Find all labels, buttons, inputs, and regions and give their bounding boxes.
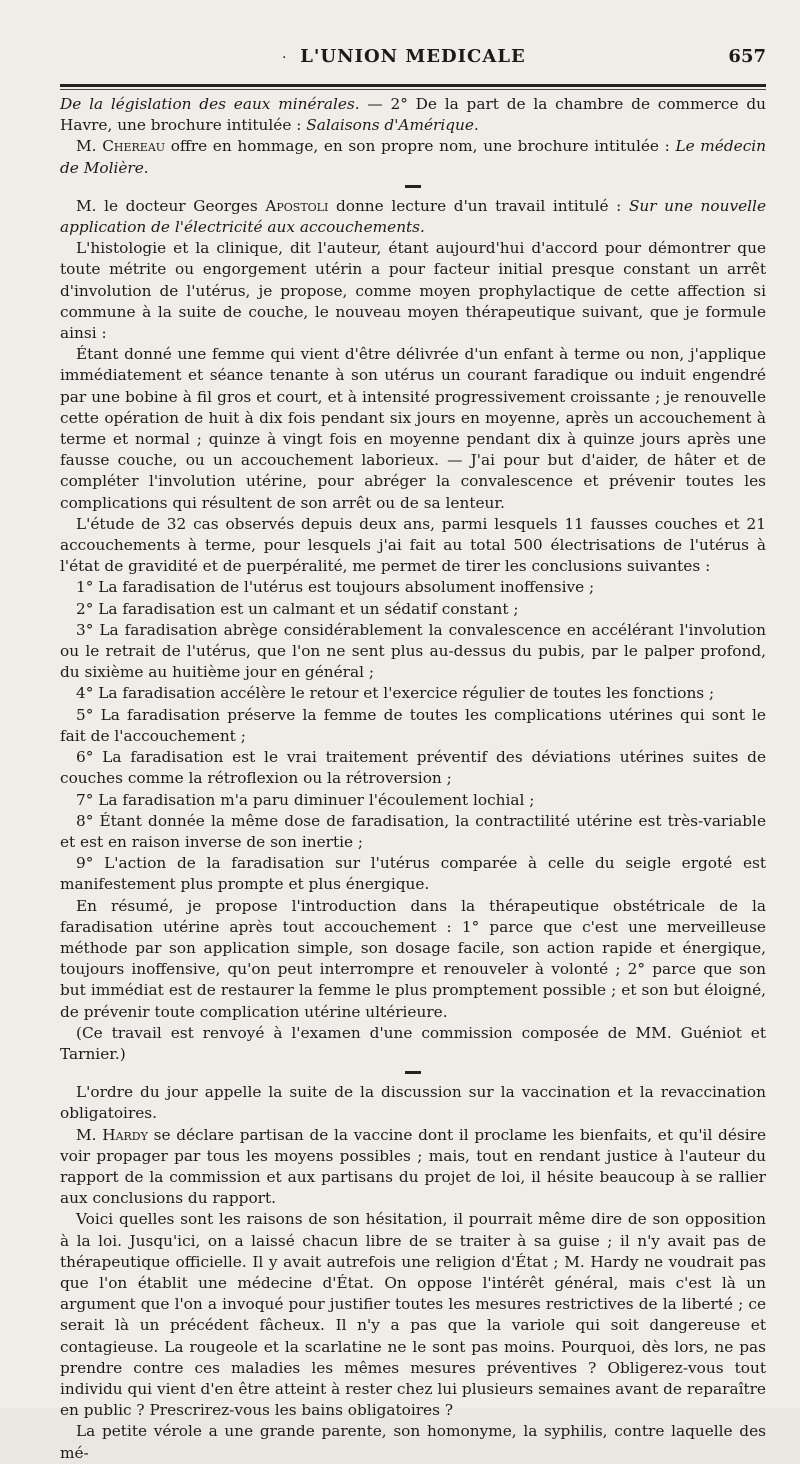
paragraph [60, 1209, 766, 1421]
text-run: 8° Étant donnée la même dose de faradisation, la contractilité utérine est très-variable et est en raison inverse de son inertie ; [60, 811, 766, 851]
paragraph [60, 196, 766, 238]
name-run: Chereau [102, 137, 166, 156]
italic-run: Le médecin de Molière. [60, 137, 767, 177]
conclusion-item [60, 853, 766, 895]
text-run: M. le docteur Georges [76, 196, 266, 215]
text-run: L'histologie et la clinique, dit l'auteur, étant aujourd'hui d'accord pour démontrer que toute métrite ou engorgement utérin a pour facteur initial presque constant un arrêt d'involution de l'utérus, je propose, comme moyen prophylactique de cette affection si commune à la suite de couche, le nouveau moyen thérapeutique suivant, que je formule ainsi : [60, 239, 766, 343]
text-run: Étant donné une femme qui vient d'être délivrée d'un enfant à terme ou non, j'applique immédiatement et séance tenante à son utérus un courant faradique ou induit engendré par une bobine à fil gros et court, et à intensité progressivement croissante ; je renouvelle cette opération de huit à dix fois pendant six jours en moyenne, après un accouchement à terme et normal ; quinze à vingt fois en moyenne pendant dix à quinze jours après une fausse couche, ou un accouchement laborieux. — J'ai pour but d'aider, de hâter et de compléter l'involution utérine, pour abréger la convalescence et prévenir toutes les complications qui résultent de son arrêt ou de sa lenteur. [60, 345, 766, 512]
header-rule [60, 84, 766, 87]
running-head [60, 42, 766, 76]
paragraph [60, 1023, 766, 1065]
text-run: se déclare partisan de la vaccine dont il proclame les bienfaits, et qu'il désire voir propager par tous les moyens possibles ; mais, tout en rendant justice à l'auteur du rapport de la commission et aux partisans du projet de loi, il hésite beaucoup à se rallier aux conclusions du rapport. [60, 1125, 767, 1208]
paragraph [60, 1082, 766, 1124]
text-run: offre en hommage, en son propre nom, une brochure intitulée : [165, 137, 676, 156]
conclusion-item [60, 620, 766, 684]
paragraph [60, 1125, 766, 1210]
text-run: 9° L'action de la faradisation sur l'utérus comparée à celle du seigle ergoté est manifestement plus prompte et plus énergique. [60, 854, 766, 894]
text-run: 3° La faradisation abrège considérablement la convalescence en accélérant l'involution ou le retrait de l'utérus, que l'on ne sent plus au-dessus du pubis, par le palper profond, du sixième au huitième jour en général ; [60, 620, 766, 682]
paragraph [60, 344, 766, 514]
text-run: L'étude de 32 cas observés depuis deux ans, parmi lesquels 11 fausses couches et 21 accouchements à terme, pour lesquels j'ai fait au total 500 électrisations de l'utérus à l'état de gravidité et de puerpéralité, me permet de tirer les conclusions suivantes : [60, 514, 766, 576]
text-run: En résumé, je propose l'introduction dans la thérapeutique obstétricale de la faradisation utérine après tout accouchement : 1° parce que c'est une merveilleuse méthode par son application simple, son dosage facile, son action rapide et énergique, toujours inoffensive, qu'on peut interrompre et renouveler à volonté ; 2° parce que son but immédiat est de restaurer la femme le plus promptement possible ; et son but éloigné, de prévenir toute complication utérine ultérieure. [60, 896, 766, 1021]
text-run: 1° La faradisation de l'utérus est toujours absolument inoffensive ; [76, 578, 595, 597]
text-run: La petite vérole a une grande parente, son homonyme, la syphilis, contre laquelle des mé- [60, 1422, 766, 1462]
section-separator [405, 1071, 421, 1074]
conclusion-item [60, 577, 766, 598]
italic-run: De la législation des eaux minérales. [60, 95, 360, 113]
page-number: 657 [728, 46, 766, 67]
conclusion-item [60, 811, 766, 853]
header-dot: · [282, 50, 287, 66]
italic-run: Sur une nouvelle application de l'électricité aux accouchements. [60, 196, 766, 237]
paragraph [60, 136, 766, 178]
section-separator [405, 185, 421, 188]
paragraph [60, 238, 766, 344]
conclusion-item [60, 599, 766, 620]
paragraph [60, 896, 766, 1023]
conclusion-item [60, 683, 766, 704]
paragraph [60, 514, 766, 578]
text-run: 6° La faradisation est le vrai traitement préventif des déviations utérines suites de couches comme la rétroflexion ou la rétroversion ; [60, 748, 766, 788]
text-run: 5° La faradisation préserve la femme de toutes les complications utérines qui sont le fait de l'accouchement ; [60, 705, 766, 745]
text-run: — 2° De la part de la chambre de commerce du Havre, une brochure intitulée : [60, 95, 766, 135]
conclusion-item [60, 747, 766, 789]
paragraph [60, 1421, 766, 1463]
text-run: 4° La faradisation accélère le retour et l'exercice régulier de toutes les fonctions ; [76, 684, 715, 703]
text-run: 2° La faradisation est un calmant et un sédatif constant ; [76, 599, 519, 618]
conclusion-item [60, 790, 766, 811]
name-run: Apostoli [265, 196, 329, 215]
body-text [60, 94, 766, 1464]
conclusion-item [60, 705, 766, 747]
name-run: Hardy [102, 1125, 148, 1144]
text-run: (Ce travail est renvoyé à l'examen d'une commission composée de MM. Guéniot et Tarnier.) [60, 1023, 766, 1063]
text-run: M. [76, 137, 103, 156]
text-run: Voici quelles sont les raisons de son hésitation, il pourrait même dire de son opposition à la loi. Jusqu'ici, on a laissé chacun libre de se traiter à sa guise ; il n'y avait pas de thérapeutique officielle. Il y avait autrefois une religion d'État ; M. Hardy ne voudrait pas que l'on établit une médecine d'État. On oppose l'intérêt général, mais c'est là un argument que l'on a invoqué pour justifier toutes les mesures restrictives de la liberté ; ce serait là un précédent fâcheux. Il n'y a pas que la variole qui soit dangereuse et contagieuse. La rougeole et la scarlatine ne le sont pas moins. Pourquoi, dès lors, ne pas prendre contre ces maladies les mêmes mesures préventives ? Obligerez-vous tout individu qui vient d'en être atteint à rester chez lui plusieurs semaines avant de reparaître en public ? Prescrirez-vous les bains obligatoires ? [60, 1210, 766, 1420]
italic-run: Salaisons d'Amérique. [306, 116, 479, 135]
text-run: L'ordre du jour appelle la suite de la discussion sur la vaccination et la revaccination obligatoires. [60, 1083, 766, 1123]
journal-title: L'UNION MEDICALE [300, 46, 526, 67]
paragraph [60, 94, 766, 136]
text-run: 7° La faradisation m'a paru diminuer l'écoulement lochial ; [76, 790, 535, 809]
header-rule-thin [60, 89, 766, 90]
text-run: donne lecture d'un travail intitulé : [328, 196, 629, 215]
text-run: M. [76, 1125, 103, 1144]
